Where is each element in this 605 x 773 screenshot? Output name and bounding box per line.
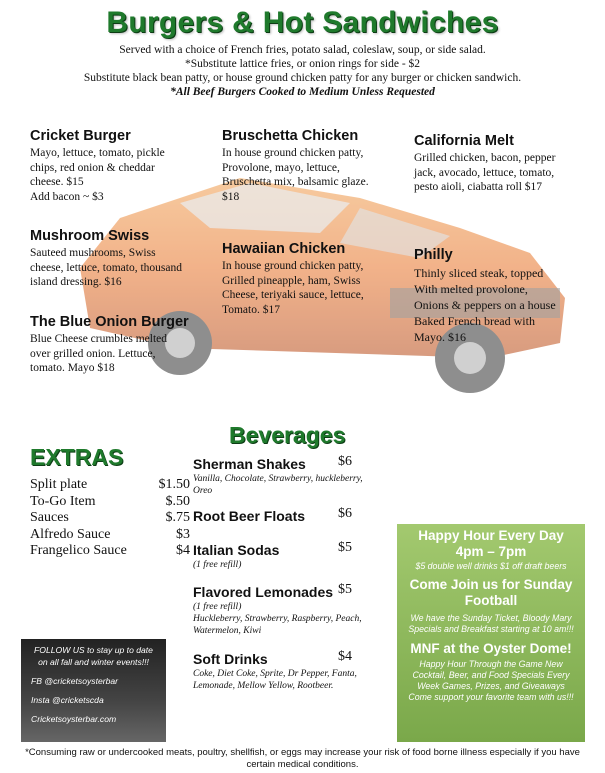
item-name: The Blue Onion Burger — [30, 314, 189, 330]
extra-price: $.50 — [165, 493, 190, 509]
sub-line: (1 free refill) — [193, 602, 242, 612]
desc-line: In house ground chicken patty, — [222, 147, 364, 159]
happy-hour-panel — [397, 524, 585, 742]
beverage-root-beer-floats — [193, 506, 383, 525]
desc-line: jack, avocado, lettuce, tomato, — [414, 166, 555, 179]
desc-line: Onions & peppers on a house — [414, 298, 556, 312]
extra-name: Sauces — [30, 510, 69, 525]
mnf-heading: MNF at the Oyster Dome! — [410, 641, 572, 656]
desc-line: pesto aioli, ciabatta roll $17 — [414, 181, 543, 193]
item-name: Philly — [414, 247, 453, 263]
happy-hour-times: 4pm – 7pm — [455, 544, 527, 559]
sunday-football-heading: Come Join us for Sunday Football — [409, 577, 573, 608]
beverage-flavors — [193, 668, 383, 692]
extra-name: To-Go Item — [30, 493, 96, 509]
sunday-football-details: We have the Sunday Ticket, Bloody Mary Specials and Breakfast starting at 10 am!!! — [408, 613, 574, 634]
desc-line: chips, red onion & cheddar — [30, 161, 155, 174]
item-name: Cricket Burger — [30, 128, 131, 144]
intro-line: Served with a choice of French fries, potato salad, coleslaw, soup, or side salad. — [119, 44, 486, 56]
desc-line: With melted provolone, — [414, 282, 528, 296]
extra-name: Alfredo Sauce — [30, 526, 111, 542]
item-name: Mushroom Swiss — [30, 228, 150, 244]
menu-item-blue-onion-burger — [30, 314, 220, 376]
desc-line: Sauteed mushrooms, Swiss — [30, 247, 156, 259]
food-safety-disclaimer: *Consuming raw or undercooked meats, poultry, shellfish, or eggs may increase your risk of food borne illness especially if you have certain medical conditions. — [25, 747, 580, 770]
menu-item-mushroom-swiss — [30, 228, 220, 290]
beverage-flavors — [193, 473, 383, 497]
desc-line: island dressing. $16 — [30, 276, 122, 288]
desc-line: Thinly sliced steak, topped — [414, 266, 544, 280]
extra-price: $4 — [176, 543, 190, 558]
website-link[interactable]: Cricketsoysterbar.com — [31, 714, 117, 724]
item-description — [222, 259, 402, 317]
extra-price: $.75 — [165, 510, 190, 525]
desc-line: over grilled onion. Lettuce, — [30, 347, 156, 360]
sub-line: Oreo — [193, 486, 213, 496]
mnf-details: Happy Hour Through the Game New Cocktail, Beer, and Food Specials Every Week Games, Prizes, and Giveaways Come support your favorite team with us!!! — [408, 659, 574, 702]
menu-item-philly — [414, 247, 599, 345]
follow-us-box — [21, 639, 166, 742]
item-description — [30, 146, 210, 204]
sub-line: Watermelon, Kiwi — [193, 626, 262, 636]
beverages-heading: Beverages — [229, 422, 346, 448]
desc-line: Mayo. $16 — [414, 330, 466, 344]
item-description — [414, 151, 599, 195]
instagram-handle[interactable]: Insta @cricketscda — [31, 695, 104, 705]
desc-line: Grilled chicken, bacon, pepper — [414, 152, 556, 164]
beverage-name: Soft Drinks — [193, 651, 268, 667]
desc-line: Bruschetta mix, balsamic glaze. — [222, 176, 369, 188]
happy-hour-specials: $5 double well drinks $1 off draft beers — [415, 561, 567, 571]
extras-row — [30, 543, 190, 560]
cooking-note: *All Beef Burgers Cooked to Medium Unless Requested — [170, 86, 435, 98]
happy-hour-heading: Happy Hour Every Day — [418, 528, 564, 543]
extra-name: Split plate — [30, 477, 88, 492]
beverage-refill-note — [193, 559, 383, 571]
extra-price: $3 — [176, 526, 190, 542]
desc-line: Cheese, teriyaki sauce, lettuce, — [222, 289, 364, 301]
intro-text — [0, 43, 605, 99]
extras-row — [30, 494, 190, 511]
desc-line: Tomato. $17 — [222, 303, 280, 316]
extras-row — [30, 527, 190, 544]
item-description — [30, 332, 220, 376]
facebook-handle[interactable]: FB @cricketsoysterbar — [31, 676, 119, 686]
desc-line: cheese, lettuce, tomato, thousand — [30, 261, 183, 274]
extras-list — [30, 477, 190, 560]
item-name: Bruschetta Chicken — [222, 128, 359, 144]
item-name: Hawaiian Chicken — [222, 241, 346, 257]
desc-line: Add bacon ~ $3 — [30, 190, 104, 203]
desc-line: In house ground chicken patty, — [222, 260, 364, 272]
beverage-price: $5 — [338, 582, 352, 597]
desc-line: Blue Cheese crumbles melted — [30, 333, 168, 345]
intro-line: *Substitute lattice fries, or onion rings for side - $2 — [184, 58, 421, 70]
desc-line: tomato. Mayo $18 — [30, 362, 115, 374]
sub-line: Coke, Diet Coke, Sprite, Dr Pepper, Fanta, — [193, 669, 357, 679]
beverage-flavors — [193, 601, 383, 637]
follow-us-text: FOLLOW US to stay up to date on all fall and winter events!!! — [34, 645, 153, 667]
beverage-name: Root Beer Floats — [193, 508, 306, 524]
menu-item-cricket-burger — [30, 128, 210, 204]
beverage-price: $5 — [338, 540, 352, 555]
intro-line: Substitute black bean patty, or house ground chicken patty for any burger or chicken sandwich. — [83, 72, 522, 84]
beverage-name: Flavored Lemonades — [193, 584, 334, 600]
extra-price: $1.50 — [158, 477, 190, 492]
desc-line: cheese. $15 — [30, 176, 84, 188]
beverage-price: $6 — [338, 454, 352, 469]
desc-line: Mayo, lettuce, tomato, pickle — [30, 147, 165, 159]
extra-name: Frangelico Sauce — [30, 543, 127, 558]
item-description — [30, 246, 220, 290]
desc-line: Provolone, mayo, lettuce, — [222, 161, 340, 174]
beverage-soft-drinks — [193, 649, 383, 692]
sub-line: Huckleberry, Strawberry, Raspberry, Peach, — [193, 614, 362, 624]
menu-item-california-melt — [414, 133, 599, 195]
extras-heading: EXTRAS — [30, 444, 124, 470]
sub-line: (1 free refill) — [193, 560, 242, 570]
desc-line: Grilled pineapple, ham, Swiss — [222, 274, 361, 287]
beverage-italian-sodas — [193, 540, 383, 571]
desc-line: $18 — [222, 190, 240, 203]
beverage-price: $6 — [338, 506, 352, 521]
item-name: California Melt — [414, 133, 514, 149]
beverage-name: Sherman Shakes — [193, 456, 306, 472]
page-title: Burgers & Hot Sandwiches — [106, 6, 499, 39]
sub-line: Vanilla, Chocolate, Strawberry, huckleberry, — [193, 474, 363, 484]
desc-line: Baked French bread with — [414, 314, 535, 328]
menu-item-hawaiian-chicken — [222, 241, 402, 317]
sub-line: Lemonade, Mellow Yellow, Rootbeer. — [193, 681, 334, 691]
menu-item-bruschetta-chicken — [222, 128, 402, 204]
extras-row — [30, 477, 190, 494]
beverage-flavored-lemonades — [193, 582, 383, 637]
beverage-sherman-shakes — [193, 454, 383, 497]
item-description — [222, 146, 402, 204]
beverage-name: Italian Sodas — [193, 542, 280, 558]
item-description — [414, 265, 599, 345]
beverage-price: $4 — [338, 649, 352, 664]
extras-row — [30, 510, 190, 527]
